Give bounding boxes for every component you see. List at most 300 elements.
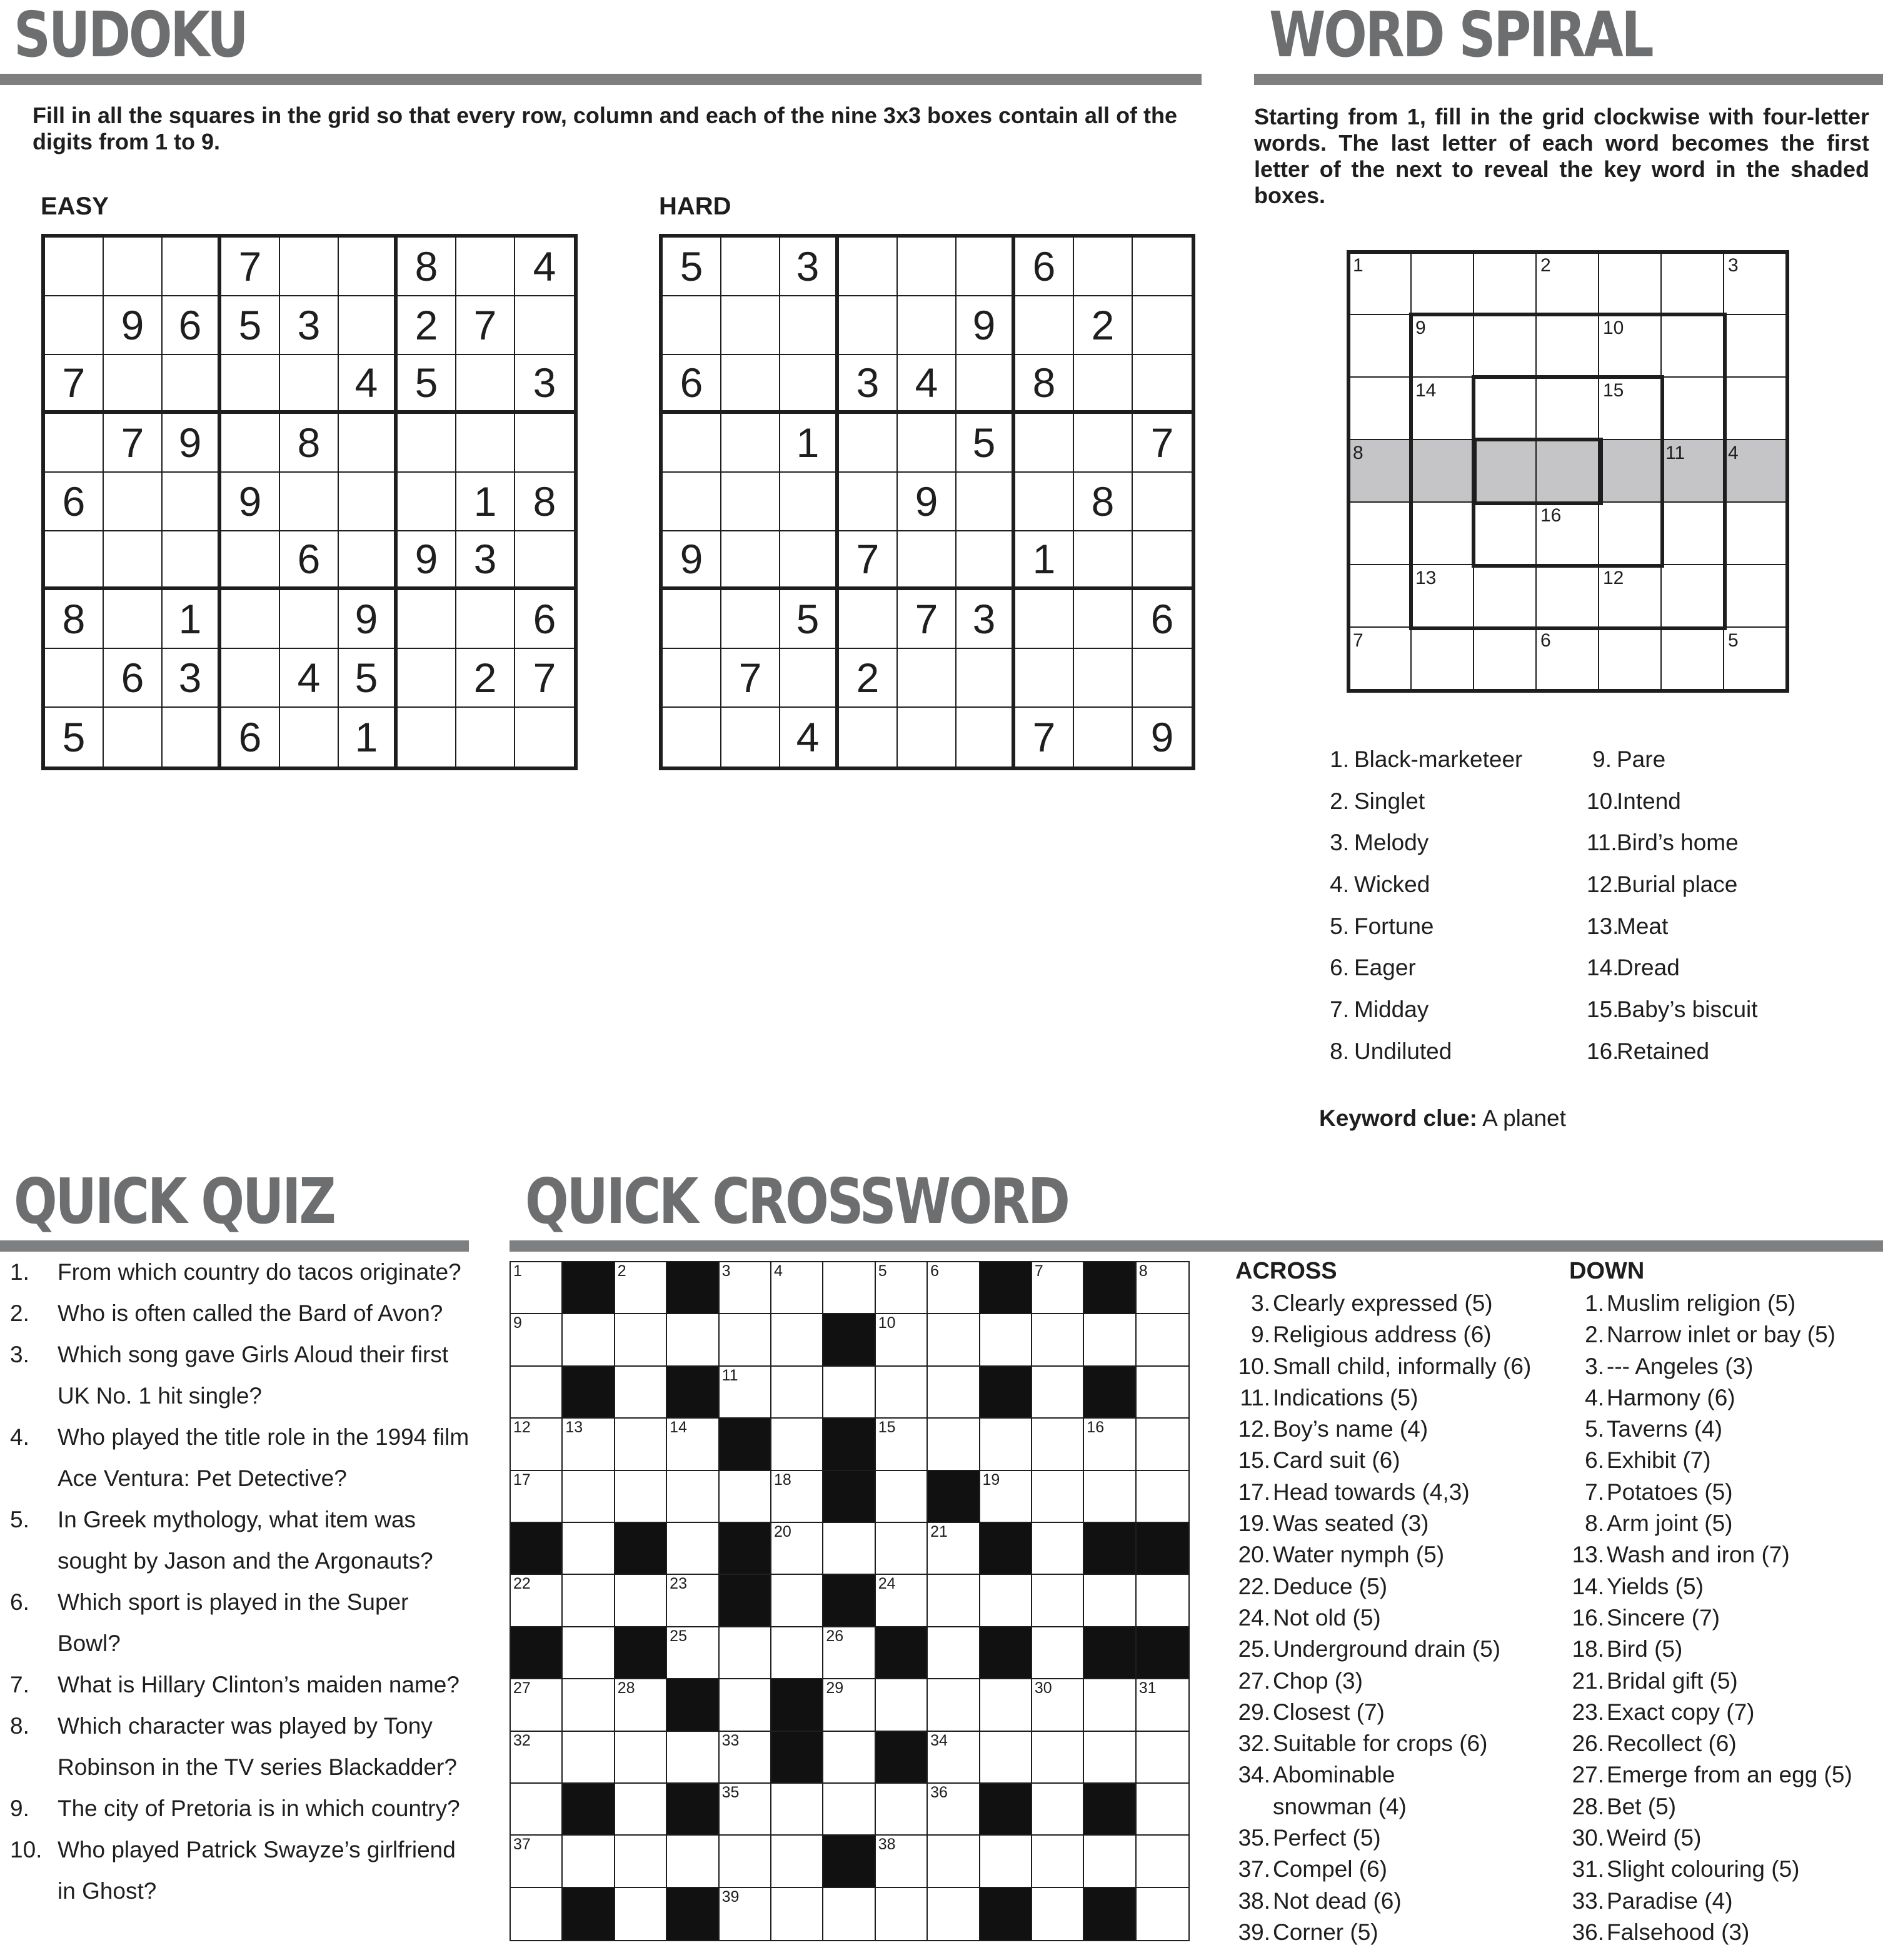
crossword-cell[interactable] bbox=[615, 1679, 667, 1731]
sudoku-cell[interactable]: 5 bbox=[780, 590, 839, 649]
sudoku-cell[interactable] bbox=[339, 414, 398, 473]
crossword-cell[interactable] bbox=[563, 1836, 615, 1887]
crossword-cell[interactable] bbox=[720, 1732, 771, 1784]
sudoku-cell[interactable] bbox=[221, 649, 280, 708]
crossword-cell[interactable] bbox=[771, 1836, 823, 1887]
crossword-cell[interactable] bbox=[823, 1732, 875, 1784]
sudoku-cell[interactable] bbox=[45, 531, 104, 590]
crossword-cell[interactable] bbox=[615, 1419, 667, 1470]
crossword-cell[interactable] bbox=[980, 1732, 1032, 1784]
word-spiral-clue bbox=[1324, 947, 1522, 989]
crossword-cell[interactable] bbox=[980, 1471, 1032, 1523]
sudoku-cell[interactable]: 1 bbox=[163, 590, 221, 649]
sudoku-cell[interactable] bbox=[104, 355, 163, 414]
sudoku-cell[interactable]: 6 bbox=[104, 649, 163, 708]
sudoku-cell[interactable] bbox=[280, 708, 339, 766]
sudoku-cell[interactable]: 6 bbox=[1015, 238, 1074, 296]
sudoku-cell[interactable]: 1 bbox=[1015, 531, 1074, 590]
sudoku-cell[interactable] bbox=[839, 238, 898, 296]
crossword-cell[interactable] bbox=[563, 1419, 615, 1470]
sudoku-cell[interactable] bbox=[104, 708, 163, 766]
sudoku-cell[interactable]: 9 bbox=[221, 473, 280, 531]
sudoku-cell[interactable] bbox=[221, 414, 280, 473]
crossword-cell[interactable] bbox=[1137, 1679, 1188, 1731]
sudoku-cell[interactable]: 1 bbox=[339, 708, 398, 766]
sudoku-cell[interactable]: 4 bbox=[780, 708, 839, 766]
crossword-cell[interactable] bbox=[1137, 1888, 1188, 1940]
crossword-cell[interactable] bbox=[771, 1419, 823, 1470]
sudoku-cell[interactable] bbox=[1133, 473, 1192, 531]
sudoku-cell[interactable]: 9 bbox=[898, 473, 957, 531]
crossword-cell[interactable] bbox=[720, 1627, 771, 1679]
sudoku-cell[interactable] bbox=[721, 238, 780, 296]
sudoku-cell[interactable] bbox=[163, 531, 221, 590]
sudoku-cell[interactable]: 9 bbox=[1150, 714, 1174, 760]
crossword-cell[interactable] bbox=[511, 1732, 563, 1784]
sudoku-cell[interactable] bbox=[663, 649, 721, 708]
crossword-cell[interactable] bbox=[876, 1784, 928, 1836]
sudoku-cell[interactable]: 6 bbox=[163, 296, 221, 355]
sudoku-cell[interactable] bbox=[339, 531, 398, 590]
sudoku-cell[interactable]: 7 bbox=[1133, 414, 1192, 473]
sudoku-cell[interactable] bbox=[663, 708, 721, 766]
sudoku-cell[interactable] bbox=[45, 414, 104, 473]
sudoku-cell[interactable] bbox=[957, 531, 1015, 590]
crossword-cell[interactable] bbox=[980, 1836, 1032, 1887]
sudoku-cell[interactable]: 4 bbox=[280, 649, 339, 708]
sudoku-cell[interactable] bbox=[1074, 649, 1133, 708]
crossword-cell[interactable] bbox=[667, 1575, 719, 1627]
crossword-cell[interactable] bbox=[615, 1888, 667, 1940]
crossword-cell[interactable] bbox=[928, 1679, 980, 1731]
sudoku-cell[interactable]: 6 bbox=[280, 531, 339, 590]
crossword-cell[interactable] bbox=[876, 1575, 928, 1627]
sudoku-cell[interactable]: 5 bbox=[45, 708, 104, 766]
crossword-cell[interactable] bbox=[876, 1419, 928, 1470]
crossword-cell[interactable] bbox=[876, 1367, 928, 1419]
crossword-cell[interactable] bbox=[1137, 1575, 1188, 1627]
crossword-cell[interactable] bbox=[823, 1679, 875, 1731]
crossword-cell[interactable] bbox=[771, 1471, 823, 1523]
sudoku-cell[interactable] bbox=[456, 355, 515, 414]
crossword-cell[interactable] bbox=[1032, 1314, 1084, 1366]
sudoku-cell[interactable]: 1 bbox=[780, 414, 839, 473]
crossword-cell[interactable] bbox=[1084, 1575, 1136, 1627]
sudoku-cell[interactable]: 5 bbox=[221, 296, 280, 355]
sudoku-cell[interactable] bbox=[721, 296, 780, 355]
sudoku-cell[interactable]: 8 bbox=[515, 473, 574, 531]
sudoku-cell[interactable] bbox=[957, 649, 1015, 708]
sudoku-cell[interactable] bbox=[1133, 296, 1192, 355]
sudoku-cell[interactable]: 5 bbox=[663, 238, 721, 296]
crossword-cell[interactable] bbox=[823, 1367, 875, 1419]
sudoku-cell[interactable] bbox=[1074, 414, 1133, 473]
crossword-cell[interactable] bbox=[720, 1367, 771, 1419]
sudoku-cell[interactable] bbox=[839, 473, 898, 531]
sudoku-cell[interactable]: 8 bbox=[280, 414, 339, 473]
sudoku-cell[interactable] bbox=[163, 238, 221, 296]
crossword-cell[interactable] bbox=[720, 1836, 771, 1887]
crossword-cell[interactable] bbox=[720, 1471, 771, 1523]
crossword-cell[interactable] bbox=[1137, 1419, 1188, 1470]
sudoku-cell[interactable] bbox=[45, 238, 104, 296]
sudoku-cell[interactable] bbox=[456, 590, 515, 649]
crossword-cell[interactable] bbox=[1084, 1419, 1136, 1470]
crossword-cell[interactable] bbox=[511, 1262, 563, 1314]
sudoku-cell[interactable] bbox=[1015, 296, 1074, 355]
sudoku-cell[interactable]: 7 bbox=[1015, 708, 1074, 766]
crossword-cell[interactable] bbox=[563, 1523, 615, 1575]
sudoku-cell[interactable]: 6 bbox=[45, 473, 104, 531]
crossword-cell[interactable] bbox=[563, 1732, 615, 1784]
sudoku-cell[interactable] bbox=[339, 296, 398, 355]
sudoku-cell[interactable] bbox=[104, 590, 163, 649]
sudoku-cell[interactable] bbox=[898, 238, 957, 296]
crossword-cell[interactable] bbox=[1084, 1471, 1136, 1523]
crossword-cell[interactable] bbox=[1084, 1314, 1136, 1366]
crossword-cell[interactable] bbox=[667, 1627, 719, 1679]
sudoku-cell[interactable] bbox=[1015, 649, 1074, 708]
sudoku-cell[interactable]: 7 bbox=[898, 590, 957, 649]
crossword-cell[interactable] bbox=[615, 1836, 667, 1887]
sudoku-cell[interactable] bbox=[839, 296, 898, 355]
crossword-cell[interactable] bbox=[511, 1679, 563, 1731]
sudoku-cell[interactable] bbox=[104, 473, 163, 531]
crossword-cell[interactable] bbox=[823, 1262, 875, 1314]
word-spiral-clues-left bbox=[1324, 739, 1522, 1073]
sudoku-cell[interactable]: 9 bbox=[339, 590, 398, 649]
crossword-cell[interactable] bbox=[667, 1732, 719, 1784]
sudoku-cell[interactable]: 7 bbox=[45, 355, 104, 414]
sudoku-cell[interactable] bbox=[339, 238, 398, 296]
crossword-cell[interactable] bbox=[876, 1679, 928, 1731]
sudoku-cell[interactable] bbox=[104, 531, 163, 590]
sudoku-cell[interactable] bbox=[1074, 238, 1133, 296]
sudoku-cell[interactable]: 5 bbox=[398, 355, 456, 414]
sudoku-cell[interactable] bbox=[280, 590, 339, 649]
crossword-cell[interactable] bbox=[1137, 1471, 1188, 1523]
sudoku-cell[interactable] bbox=[456, 708, 515, 766]
crossword-cell[interactable] bbox=[1137, 1262, 1188, 1314]
crossword-cell[interactable] bbox=[1032, 1523, 1084, 1575]
sudoku-cell[interactable] bbox=[221, 355, 280, 414]
crossword-cell[interactable] bbox=[615, 1314, 667, 1366]
crossword-cell[interactable] bbox=[771, 1262, 823, 1314]
crossword-cell[interactable] bbox=[615, 1471, 667, 1523]
crossword-cell[interactable] bbox=[1032, 1627, 1084, 1679]
sudoku-cell[interactable] bbox=[398, 708, 456, 766]
sudoku-cell[interactable]: 5 bbox=[339, 649, 398, 708]
sudoku-cell[interactable] bbox=[663, 473, 721, 531]
crossword-cell[interactable] bbox=[615, 1367, 667, 1419]
crossword-cell[interactable] bbox=[720, 1784, 771, 1836]
sudoku-cell[interactable]: 8 bbox=[45, 590, 104, 649]
sudoku-cell[interactable]: 8 bbox=[1074, 473, 1133, 531]
sudoku-cell[interactable] bbox=[898, 708, 957, 766]
sudoku-cell[interactable]: 2 bbox=[839, 649, 898, 708]
sudoku-cell[interactable] bbox=[515, 531, 574, 590]
crossword-cell[interactable] bbox=[563, 1627, 615, 1679]
crossword-cell[interactable] bbox=[563, 1471, 615, 1523]
sudoku-cell[interactable] bbox=[221, 531, 280, 590]
crossword-cell[interactable] bbox=[511, 1367, 563, 1419]
sudoku-cell[interactable]: 4 bbox=[898, 355, 957, 414]
crossword-cell[interactable] bbox=[667, 1419, 719, 1470]
crossword-cell[interactable] bbox=[563, 1679, 615, 1731]
sudoku-cell[interactable] bbox=[721, 355, 780, 414]
sudoku-cell[interactable] bbox=[1074, 355, 1133, 414]
crossword-cell[interactable] bbox=[823, 1627, 875, 1679]
sudoku-cell[interactable] bbox=[163, 473, 221, 531]
crossword-cell[interactable] bbox=[928, 1784, 980, 1836]
sudoku-cell[interactable] bbox=[780, 296, 839, 355]
crossword-cell[interactable] bbox=[1032, 1888, 1084, 1940]
sudoku-cell[interactable]: 3 bbox=[957, 590, 1015, 649]
sudoku-cell[interactable]: 3 bbox=[456, 531, 515, 590]
crossword-cell[interactable] bbox=[1084, 1836, 1136, 1887]
word-spiral-clue-text: Intend bbox=[1617, 788, 1681, 814]
crossword-cell[interactable] bbox=[511, 1314, 563, 1366]
crossword-cell[interactable] bbox=[720, 1888, 771, 1940]
crossword-cell[interactable] bbox=[876, 1314, 928, 1366]
sudoku-cell[interactable] bbox=[898, 414, 957, 473]
sudoku-cell[interactable] bbox=[1133, 355, 1192, 414]
sudoku-cell[interactable] bbox=[45, 649, 104, 708]
crossword-cell[interactable] bbox=[511, 1471, 563, 1523]
sudoku-cell[interactable]: 7 bbox=[839, 531, 898, 590]
sudoku-cell[interactable]: 4 bbox=[515, 238, 574, 296]
crossword-cell[interactable] bbox=[563, 1314, 615, 1366]
crossword-cell[interactable] bbox=[876, 1262, 928, 1314]
sudoku-cell[interactable] bbox=[339, 473, 398, 531]
sudoku-cell[interactable]: 2 bbox=[456, 649, 515, 708]
sudoku-cell[interactable] bbox=[515, 414, 574, 473]
crossword-cell[interactable] bbox=[511, 1784, 563, 1836]
sudoku-cell[interactable]: 6 bbox=[663, 355, 721, 414]
sudoku-cell[interactable]: 3 bbox=[280, 296, 339, 355]
sudoku-cell[interactable] bbox=[1074, 590, 1133, 649]
crossword-cell[interactable] bbox=[928, 1575, 980, 1627]
crossword-cell[interactable] bbox=[823, 1784, 875, 1836]
across-clue-number: 32. bbox=[1238, 1731, 1270, 1757]
sudoku-cell[interactable] bbox=[721, 414, 780, 473]
sudoku-cell[interactable] bbox=[515, 708, 574, 766]
crossword-cell[interactable] bbox=[511, 1419, 563, 1470]
crossword-cell[interactable] bbox=[615, 1732, 667, 1784]
sudoku-cell[interactable] bbox=[398, 473, 456, 531]
crossword-cell[interactable] bbox=[1032, 1367, 1084, 1419]
crossword-cell[interactable] bbox=[771, 1367, 823, 1419]
crossword-cell[interactable] bbox=[1032, 1679, 1084, 1731]
sudoku-cell[interactable] bbox=[839, 414, 898, 473]
sudoku-cell[interactable]: 7 bbox=[515, 649, 574, 708]
sudoku-cell[interactable]: 6 bbox=[1133, 590, 1192, 649]
word-spiral-clue-number: 2. bbox=[1330, 788, 1349, 814]
crossword-cell[interactable] bbox=[928, 1262, 980, 1314]
sudoku-cell[interactable] bbox=[780, 531, 839, 590]
sudoku-cell[interactable]: 9 bbox=[104, 296, 163, 355]
sudoku-cell[interactable]: 2 bbox=[398, 296, 456, 355]
sudoku-cell[interactable] bbox=[839, 590, 898, 649]
crossword-cell[interactable] bbox=[720, 1679, 771, 1731]
crossword-cell[interactable] bbox=[1032, 1836, 1084, 1887]
sudoku-cell[interactable]: 7 bbox=[221, 238, 280, 296]
sudoku-cell[interactable] bbox=[280, 473, 339, 531]
sudoku-cell[interactable]: 6 bbox=[515, 590, 574, 649]
sudoku-cell[interactable] bbox=[721, 590, 780, 649]
crossword-cell[interactable] bbox=[928, 1523, 980, 1575]
sudoku-cell[interactable] bbox=[456, 414, 515, 473]
sudoku-cell[interactable]: 9 bbox=[663, 531, 721, 590]
sudoku-cell[interactable] bbox=[780, 355, 839, 414]
sudoku-cell[interactable] bbox=[721, 531, 780, 590]
sudoku-cell[interactable]: 7 bbox=[104, 414, 163, 473]
sudoku-cell[interactable]: 7 bbox=[721, 649, 780, 708]
crossword-cell[interactable] bbox=[667, 1523, 719, 1575]
sudoku-cell[interactable]: 3 bbox=[839, 355, 898, 414]
across-clue-number: 17. bbox=[1238, 1479, 1270, 1505]
sudoku-cell[interactable] bbox=[898, 296, 957, 355]
sudoku-cell[interactable] bbox=[163, 355, 221, 414]
sudoku-cell[interactable] bbox=[1133, 531, 1192, 590]
sudoku-cell[interactable] bbox=[1015, 473, 1074, 531]
sudoku-cell[interactable] bbox=[780, 649, 839, 708]
crossword-cell[interactable] bbox=[511, 1888, 563, 1940]
crossword-cell[interactable] bbox=[928, 1836, 980, 1887]
crossword-cell[interactable] bbox=[511, 1575, 563, 1627]
sudoku-cell[interactable] bbox=[280, 238, 339, 296]
sudoku-cell[interactable] bbox=[398, 590, 456, 649]
crossword-cell[interactable] bbox=[928, 1732, 980, 1784]
sudoku-cell[interactable] bbox=[780, 473, 839, 531]
crossword-cell[interactable] bbox=[928, 1314, 980, 1366]
sudoku-cell[interactable] bbox=[898, 649, 957, 708]
sudoku-cell[interactable] bbox=[721, 708, 780, 766]
crossword-cell[interactable] bbox=[771, 1627, 823, 1679]
crossword-cell[interactable] bbox=[615, 1784, 667, 1836]
crossword-cell[interactable] bbox=[876, 1523, 928, 1575]
sudoku-cell[interactable] bbox=[721, 473, 780, 531]
crossword-cell[interactable] bbox=[876, 1836, 928, 1887]
sudoku-cell[interactable]: 3 bbox=[515, 355, 574, 414]
sudoku-cell[interactable] bbox=[1133, 238, 1192, 296]
crossword-cell[interactable] bbox=[1032, 1575, 1084, 1627]
sudoku-cell[interactable] bbox=[515, 296, 574, 355]
sudoku-cell[interactable] bbox=[663, 590, 721, 649]
sudoku-cell[interactable] bbox=[398, 414, 456, 473]
sudoku-cell[interactable] bbox=[456, 238, 515, 296]
crossword-cell[interactable] bbox=[1084, 1732, 1136, 1784]
crossword-cell[interactable] bbox=[1137, 1784, 1188, 1836]
sudoku-cell[interactable]: 3 bbox=[163, 649, 221, 708]
sudoku-cell[interactable]: 9 bbox=[163, 414, 221, 473]
crossword-cell[interactable] bbox=[771, 1314, 823, 1366]
crossword-cell[interactable] bbox=[1032, 1471, 1084, 1523]
sudoku-cell[interactable] bbox=[1015, 414, 1074, 473]
sudoku-cell[interactable]: 7 bbox=[456, 296, 515, 355]
crossword-cell[interactable] bbox=[1032, 1419, 1084, 1470]
crossword-cell[interactable] bbox=[667, 1471, 719, 1523]
crossword-cell[interactable] bbox=[928, 1888, 980, 1940]
crossword-cell[interactable] bbox=[1084, 1679, 1136, 1731]
crossword-cell[interactable] bbox=[980, 1575, 1032, 1627]
sudoku-cell[interactable] bbox=[1074, 708, 1133, 766]
crossword-cell[interactable] bbox=[1137, 1314, 1188, 1366]
sudoku-cell[interactable] bbox=[957, 238, 1015, 296]
sudoku-cell[interactable]: 6 bbox=[221, 708, 280, 766]
sudoku-cell[interactable] bbox=[957, 473, 1015, 531]
crossword-cell[interactable] bbox=[771, 1784, 823, 1836]
crossword-cell[interactable] bbox=[980, 1314, 1032, 1366]
sudoku-cell[interactable] bbox=[839, 708, 898, 766]
crossword-cell[interactable] bbox=[980, 1679, 1032, 1731]
sudoku-instructions: Fill in all the squares in the grid so that every row, column and each of the nine 3x3 boxes contain all of the digits from 1 to 9. bbox=[33, 103, 1178, 154]
sudoku-cell[interactable] bbox=[104, 238, 163, 296]
sudoku-cell[interactable] bbox=[957, 355, 1015, 414]
crossword-cell[interactable] bbox=[928, 1627, 980, 1679]
crossword-cell[interactable] bbox=[667, 1314, 719, 1366]
crossword-cell[interactable] bbox=[823, 1888, 875, 1940]
sudoku-cell[interactable]: 9 bbox=[398, 531, 456, 590]
crossword-cell[interactable] bbox=[1032, 1262, 1084, 1314]
sudoku-cell[interactable]: 5 bbox=[957, 414, 1015, 473]
sudoku-cell[interactable] bbox=[663, 296, 721, 355]
crossword-cell[interactable] bbox=[823, 1523, 875, 1575]
sudoku-cell[interactable] bbox=[221, 590, 280, 649]
sudoku-cell[interactable]: 8 bbox=[1015, 355, 1074, 414]
sudoku-cell[interactable] bbox=[663, 414, 721, 473]
crossword-cell[interactable] bbox=[876, 1471, 928, 1523]
crossword-cell[interactable] bbox=[667, 1836, 719, 1887]
sudoku-cell[interactable] bbox=[398, 649, 456, 708]
sudoku-cell[interactable] bbox=[1074, 531, 1133, 590]
sudoku-cell[interactable] bbox=[280, 355, 339, 414]
sudoku-cell[interactable] bbox=[1133, 649, 1192, 708]
sudoku-cell[interactable] bbox=[957, 708, 1015, 766]
crossword-cell[interactable] bbox=[511, 1836, 563, 1887]
crossword-cell[interactable] bbox=[1032, 1784, 1084, 1836]
crossword-cell[interactable] bbox=[615, 1262, 667, 1314]
sudoku-cell[interactable]: 1 bbox=[456, 473, 515, 531]
sudoku-cell[interactable]: 4 bbox=[339, 355, 398, 414]
crossword-cell[interactable] bbox=[771, 1575, 823, 1627]
sudoku-cell[interactable]: 9 bbox=[957, 296, 1015, 355]
down-clue bbox=[1569, 1697, 1852, 1728]
sudoku-cell[interactable]: 8 bbox=[398, 238, 456, 296]
crossword-cell[interactable] bbox=[771, 1523, 823, 1575]
crossword-cell[interactable] bbox=[720, 1314, 771, 1366]
sudoku-cell[interactable] bbox=[45, 296, 104, 355]
crossword-cell[interactable] bbox=[1137, 1367, 1188, 1419]
crossword-cell[interactable] bbox=[771, 1888, 823, 1940]
crossword-cell[interactable] bbox=[928, 1367, 980, 1419]
sudoku-cell[interactable] bbox=[898, 531, 957, 590]
sudoku-cell[interactable]: 2 bbox=[1074, 296, 1133, 355]
crossword-cell[interactable] bbox=[1137, 1732, 1188, 1784]
crossword-cell[interactable] bbox=[876, 1888, 928, 1940]
crossword-cell[interactable] bbox=[615, 1575, 667, 1627]
crossword-cell[interactable] bbox=[1137, 1836, 1188, 1887]
crossword-cell[interactable] bbox=[1032, 1732, 1084, 1784]
crossword-cell[interactable] bbox=[980, 1419, 1032, 1470]
sudoku-cell[interactable] bbox=[1015, 590, 1074, 649]
crossword-cell[interactable] bbox=[720, 1262, 771, 1314]
sudoku-cell[interactable]: 3 bbox=[780, 238, 839, 296]
sudoku-cell[interactable] bbox=[163, 708, 221, 766]
crossword-cell[interactable] bbox=[563, 1575, 615, 1627]
down-clue-number: 27. bbox=[1572, 1762, 1604, 1788]
crossword-cell[interactable] bbox=[928, 1419, 980, 1470]
